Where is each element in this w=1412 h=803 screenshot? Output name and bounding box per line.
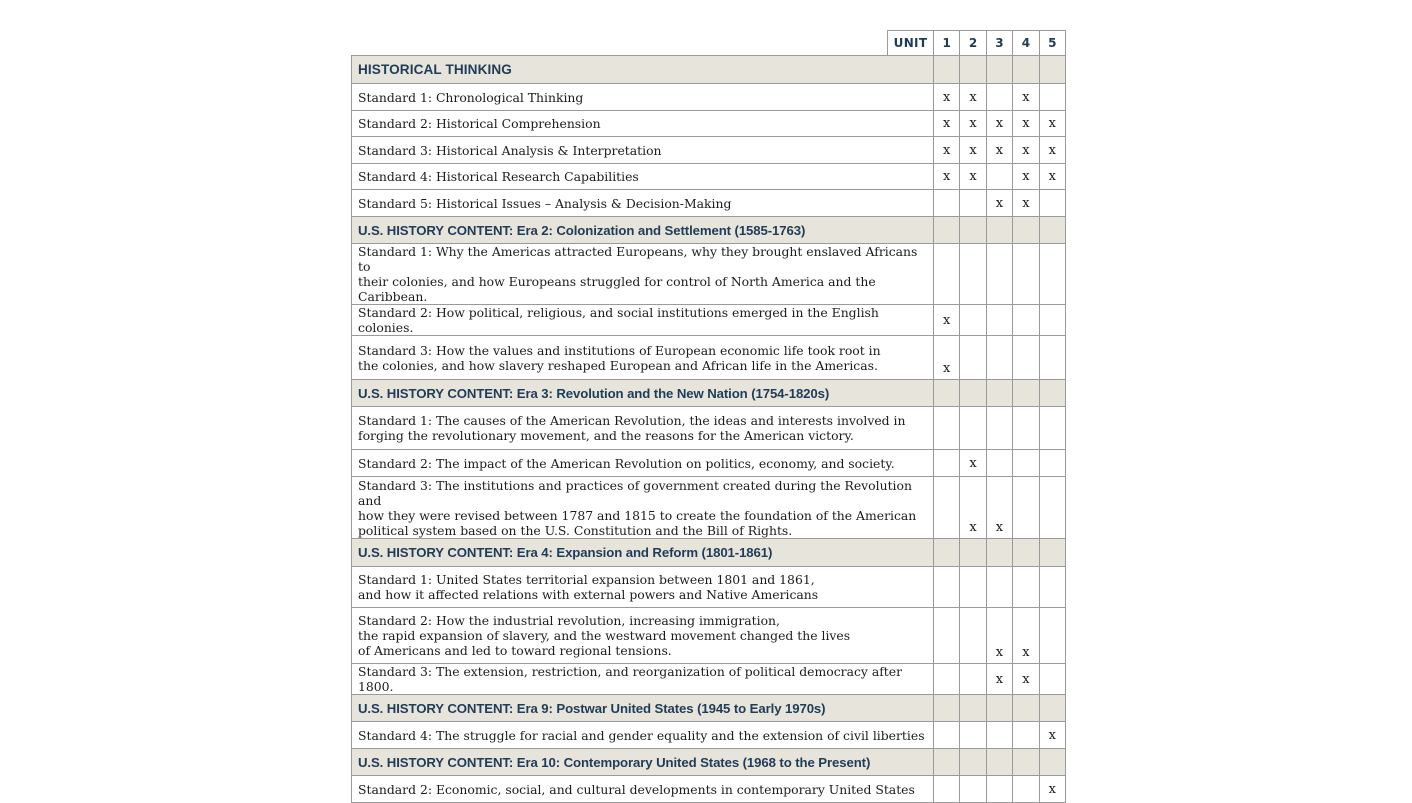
unit-4-cell: [1013, 722, 1039, 749]
standard-label: [352, 567, 934, 608]
unit-5-cell: [1039, 407, 1065, 450]
standard-row: [352, 776, 1066, 803]
section-unit-1-cell: [934, 56, 960, 84]
unit-4-cell: [1013, 164, 1039, 190]
unit-5-cell: [1039, 244, 1065, 305]
unit-3-cell: [986, 137, 1012, 164]
alignment-mark: x: [1022, 116, 1030, 131]
unit-2-cell: [960, 111, 986, 137]
standard-text-line: Standard 1: Chronological Thinking: [358, 89, 584, 105]
unit-2-cell: [960, 137, 986, 164]
section-unit-1-cell: [934, 695, 960, 722]
unit-4-cell: [1013, 244, 1039, 305]
section-unit-3-cell: [986, 749, 1012, 776]
standard-text-line: how they were revised between 1787 and 1815 to create the foundation of the American: [358, 507, 917, 523]
unit-4-cell: [1013, 111, 1039, 137]
unit-1-cell: [934, 722, 960, 749]
unit-4-cell: [1013, 608, 1039, 664]
unit-5-cell: [1039, 776, 1065, 803]
unit-5-cell: [1039, 305, 1065, 336]
unit-1-cell: [934, 450, 960, 477]
alignment-mark: x: [1022, 671, 1030, 687]
unit-1-cell: [934, 164, 960, 190]
unit-3-header: 3: [986, 31, 1012, 56]
unit-4-cell: [1013, 477, 1039, 539]
unit-2-cell: [960, 608, 986, 664]
standard-text-line: Standard 3: How the values and institutions of European economic life took root in: [358, 342, 881, 358]
standard-label: [352, 477, 934, 539]
unit-3-cell: [986, 664, 1012, 695]
unit-1-cell: [934, 407, 960, 450]
unit-5-cell: [1039, 664, 1065, 695]
unit-5-cell: [1039, 722, 1065, 749]
unit-3-cell: [986, 336, 1012, 380]
unit-3-cell: [986, 608, 1012, 664]
section-header-row: [352, 380, 1066, 407]
table-body: [352, 31, 1066, 803]
standard-text-line: the colonies, and how slavery reshaped European and African life in the Americas.: [358, 357, 878, 373]
standard-row: [352, 477, 1066, 539]
unit-4-cell: [1013, 664, 1039, 695]
section-unit-2-cell: [960, 539, 986, 567]
section-unit-5-cell: [1039, 695, 1065, 722]
unit-1-cell: [934, 664, 960, 695]
section-header-row: [352, 217, 1066, 244]
standard-text-line: Standard 5: Historical Issues – Analysis & Decision-Making: [358, 195, 732, 211]
section-unit-4-cell: [1013, 380, 1039, 407]
header-blank-cell: [352, 31, 888, 56]
section-unit-1-cell: [934, 749, 960, 776]
standard-text-line: forging the revolutionary movement, and the reasons for the American victory.: [358, 428, 854, 443]
alignment-mark: x: [969, 169, 977, 184]
unit-5-cell: [1039, 336, 1065, 380]
section-unit-3-cell: [986, 380, 1012, 407]
unit-header-label: UNIT: [888, 31, 934, 56]
unit-3-cell: [986, 407, 1012, 450]
standard-label: [352, 164, 934, 190]
unit-1-cell: [934, 336, 960, 380]
section-header-row: [352, 56, 1066, 84]
standard-label: [352, 608, 934, 664]
alignment-mark: x: [1022, 645, 1030, 660]
unit-4-cell: [1013, 84, 1039, 111]
unit-5-cell: [1039, 84, 1065, 111]
standard-label: [352, 305, 934, 336]
section-unit-2-cell: [960, 380, 986, 407]
unit-1-cell: [934, 244, 960, 305]
alignment-mark: x: [995, 116, 1004, 131]
unit-1-cell: [934, 608, 960, 664]
standard-text-line: Standard 2: How political, religious, and social institutions emerged in the English colonies.: [358, 305, 879, 335]
standard-text-line: of Americans and led to toward regional tensions.: [358, 643, 672, 658]
unit-4-cell: [1013, 137, 1039, 164]
section-unit-4-cell: [1013, 695, 1039, 722]
standard-row: [352, 608, 1066, 664]
unit-4-cell: [1013, 305, 1039, 336]
standard-label: [352, 722, 934, 749]
unit-2-cell: [960, 567, 986, 608]
section-unit-5-cell: [1039, 217, 1065, 244]
unit-3-cell: [986, 190, 1012, 217]
standard-label: [352, 84, 934, 111]
alignment-mark: x: [969, 142, 977, 158]
alignment-mark: x: [1048, 116, 1056, 131]
alignment-mark: x: [1022, 195, 1030, 211]
section-unit-2-cell: [960, 217, 986, 244]
standard-label: [352, 137, 934, 164]
unit-4-cell: [1013, 450, 1039, 477]
unit-5-cell: [1039, 608, 1065, 664]
alignment-mark: x: [943, 169, 951, 184]
unit-5-header: 5: [1039, 31, 1065, 56]
standard-label: [352, 450, 934, 477]
standard-label: [352, 244, 934, 305]
alignment-mark: x: [969, 116, 977, 131]
unit-1-cell: [934, 567, 960, 608]
standard-text-line: Standard 1: The causes of the American Revolution, the ideas and interests involved in: [358, 413, 906, 428]
standard-text-line: Standard 3: The extension, restriction, and reorganization of political democracy after 1800.: [358, 664, 903, 694]
unit-2-cell: [960, 776, 986, 803]
unit-5-cell: [1039, 190, 1065, 217]
alignment-mark: x: [943, 142, 951, 158]
section-unit-1-cell: [934, 217, 960, 244]
section-title: U.S. HISTORY CONTENT: Era 9: Postwar United States (1945 to Early 1970s): [352, 695, 934, 722]
standard-label: [352, 190, 934, 217]
section-header-row: [352, 695, 1066, 722]
unit-2-cell: [960, 190, 986, 217]
alignment-mark: x: [995, 142, 1004, 158]
unit-3-cell: [986, 567, 1012, 608]
standard-row: [352, 664, 1066, 695]
standard-row: [352, 450, 1066, 477]
unit-3-cell: [986, 722, 1012, 749]
standard-row: [352, 164, 1066, 190]
alignment-mark: x: [969, 520, 977, 535]
alignment-mark: x: [995, 520, 1004, 535]
unit-2-cell: [960, 164, 986, 190]
section-unit-2-cell: [960, 749, 986, 776]
section-unit-3-cell: [986, 539, 1012, 567]
standard-row: [352, 305, 1066, 336]
standard-label: [352, 336, 934, 380]
section-title: U.S. HISTORY CONTENT: Era 10: Contemporary United States (1968 to the Present): [352, 749, 934, 776]
standard-row: [352, 84, 1066, 111]
section-unit-5-cell: [1039, 56, 1065, 84]
unit-2-cell: [960, 336, 986, 380]
unit-4-cell: [1013, 567, 1039, 608]
unit-3-cell: [986, 111, 1012, 137]
unit-4-cell: [1013, 407, 1039, 450]
unit-1-cell: [934, 305, 960, 336]
standard-row: [352, 111, 1066, 137]
section-unit-1-cell: [934, 380, 960, 407]
unit-3-cell: [986, 305, 1012, 336]
unit-3-cell: [986, 84, 1012, 111]
standard-text-line: Standard 1: United States territorial expansion between 1801 and 1861,: [358, 572, 815, 587]
standard-text-line: Standard 3: Historical Analysis & Interpretation: [358, 142, 662, 158]
unit-5-cell: [1039, 477, 1065, 539]
unit-2-header: 2: [960, 31, 986, 56]
standard-text-line: Standard 2: The impact of the American Revolution on politics, economy, and society.: [358, 455, 895, 471]
unit-5-cell: [1039, 450, 1065, 477]
standards-alignment-table: [351, 30, 1066, 803]
section-header-row: [352, 539, 1066, 567]
unit-4-cell: [1013, 776, 1039, 803]
section-unit-3-cell: [986, 217, 1012, 244]
standard-label: [352, 407, 934, 450]
section-title: HISTORICAL THINKING: [352, 56, 934, 84]
alignment-mark: x: [1048, 142, 1056, 158]
unit-2-cell: [960, 450, 986, 477]
alignment-mark: x: [943, 89, 951, 105]
standard-row: [352, 336, 1066, 380]
alignment-mark: x: [969, 89, 977, 105]
unit-2-cell: [960, 244, 986, 305]
unit-1-cell: [934, 477, 960, 539]
section-unit-2-cell: [960, 56, 986, 84]
section-unit-5-cell: [1039, 539, 1065, 567]
unit-5-cell: [1039, 567, 1065, 608]
alignment-mark: x: [943, 361, 951, 376]
section-title: U.S. HISTORY CONTENT: Era 2: Colonization and Settlement (1585-1763): [352, 217, 934, 244]
alignment-mark: x: [995, 671, 1004, 687]
unit-1-header: 1: [934, 31, 960, 56]
unit-4-header: 4: [1013, 31, 1039, 56]
section-unit-5-cell: [1039, 380, 1065, 407]
unit-5-cell: [1039, 137, 1065, 164]
alignment-mark: x: [969, 455, 977, 471]
section-unit-4-cell: [1013, 749, 1039, 776]
standard-row: [352, 567, 1066, 608]
section-unit-5-cell: [1039, 749, 1065, 776]
unit-2-cell: [960, 305, 986, 336]
standard-label: [352, 111, 934, 137]
standard-row: [352, 190, 1066, 217]
standard-label: [352, 664, 934, 695]
standard-label: [352, 776, 934, 803]
unit-1-cell: [934, 137, 960, 164]
alignment-mark: x: [943, 116, 951, 131]
section-unit-1-cell: [934, 539, 960, 567]
unit-1-cell: [934, 776, 960, 803]
unit-5-cell: [1039, 164, 1065, 190]
standard-row: [352, 722, 1066, 749]
alignment-mark: x: [1048, 727, 1056, 743]
alignment-mark: x: [1048, 169, 1056, 184]
section-unit-3-cell: [986, 695, 1012, 722]
unit-3-cell: [986, 244, 1012, 305]
section-unit-4-cell: [1013, 217, 1039, 244]
unit-1-cell: [934, 84, 960, 111]
unit-2-cell: [960, 664, 986, 695]
standard-row: [352, 407, 1066, 450]
standard-text-line: Standard 2: Economic, social, and cultural developments in contemporary United States: [358, 781, 915, 797]
standard-text-line: Standard 2: How the industrial revolution, increasing immigration,: [358, 613, 780, 628]
unit-3-cell: [986, 477, 1012, 539]
standard-text-line: Standard 4: Historical Research Capabilities: [358, 169, 639, 184]
unit-3-cell: [986, 776, 1012, 803]
standard-text-line: the rapid expansion of slavery, and the westward movement changed the lives: [358, 628, 851, 643]
section-title: U.S. HISTORY CONTENT: Era 4: Expansion and Reform (1801-1861): [352, 539, 934, 567]
alignment-mark: x: [1048, 781, 1056, 797]
unit-3-cell: [986, 450, 1012, 477]
standard-text-line: Standard 2: Historical Comprehension: [358, 116, 601, 131]
unit-1-cell: [934, 190, 960, 217]
standard-text-line: and how it affected relations with external powers and Native Americans: [358, 587, 819, 602]
alignment-mark: x: [943, 312, 951, 328]
section-unit-4-cell: [1013, 539, 1039, 567]
standard-row: [352, 244, 1066, 305]
unit-3-cell: [986, 164, 1012, 190]
unit-2-cell: [960, 722, 986, 749]
alignment-mark: x: [995, 195, 1004, 211]
standard-text-line: Standard 1: Why the Americas attracted Europeans, why they brought enslaved Africans to: [358, 244, 918, 274]
section-unit-3-cell: [986, 56, 1012, 84]
alignment-mark: x: [995, 645, 1004, 660]
section-header-row: [352, 749, 1066, 776]
unit-2-cell: [960, 477, 986, 539]
unit-2-cell: [960, 407, 986, 450]
standard-text-line: Standard 4: The struggle for racial and gender equality and the extension of civil liberties: [358, 727, 925, 743]
standard-text-line: political system based on the U.S. Constitution and the Bill of Rights.: [358, 522, 793, 538]
section-unit-2-cell: [960, 695, 986, 722]
standard-row: [352, 137, 1066, 164]
alignment-mark: x: [1022, 169, 1030, 184]
unit-4-cell: [1013, 190, 1039, 217]
alignment-mark: x: [1022, 89, 1030, 105]
unit-2-cell: [960, 84, 986, 111]
section-title: U.S. HISTORY CONTENT: Era 3: Revolution and the New Nation (1754-1820s): [352, 380, 934, 407]
standard-text-line: their colonies, and how Europeans struggled for control of North America and the Caribbean.: [358, 274, 876, 304]
alignment-mark: x: [1022, 142, 1030, 158]
standard-text-line: Standard 3: The institutions and practices of government created during the Revolution and: [358, 477, 912, 508]
section-unit-4-cell: [1013, 56, 1039, 84]
unit-1-cell: [934, 111, 960, 137]
unit-4-cell: [1013, 336, 1039, 380]
unit-5-cell: [1039, 111, 1065, 137]
unit-header-row: [352, 31, 1066, 56]
